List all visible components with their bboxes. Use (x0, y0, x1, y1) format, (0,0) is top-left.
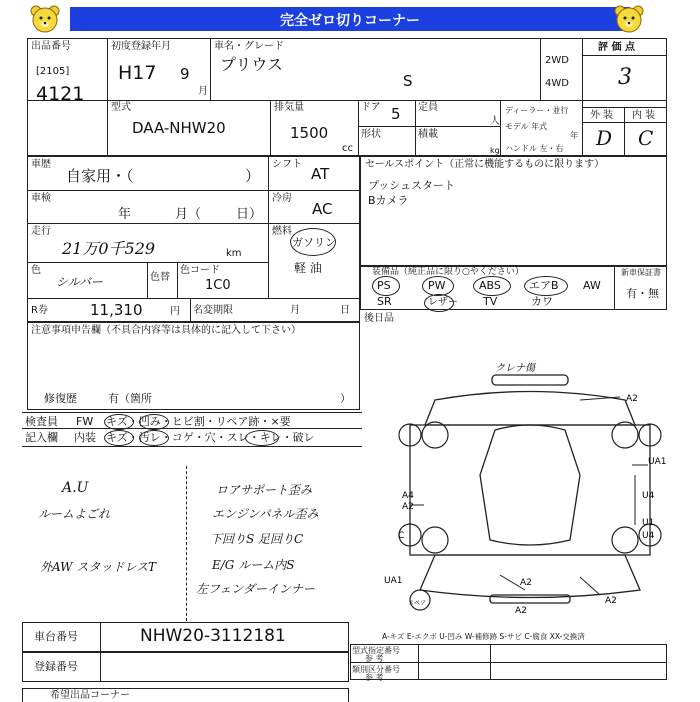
reg-label: 登録番号 (34, 660, 78, 673)
car-name: プリウス (220, 55, 283, 74)
repair-history: 修復歴 (44, 392, 77, 405)
diagram-mark: A4 (402, 491, 414, 501)
notes-label: 注意事項申告欄（不具合内容等は具体的に記入して下さい） (31, 325, 301, 336)
teddy-bear-logo-icon (28, 4, 62, 36)
handle-label: ハンドル 左・右 (505, 144, 564, 153)
grade: S (403, 72, 413, 90)
interior-grade: C (638, 126, 654, 150)
car-damage-diagram (380, 355, 670, 620)
exterior-grade: D (596, 126, 613, 150)
sales-label: セールスポイント（正常に機能するものに限ります） (365, 159, 605, 170)
dealer-label: ディーラー・並行 (505, 106, 569, 115)
diagram-mark: A2 (605, 596, 617, 606)
capacity-unit: 人 (490, 116, 500, 127)
displacement-label: 排気量 (274, 102, 304, 113)
diagram-mark: UA1 (648, 457, 667, 467)
warranty-value: 有・無 (626, 287, 659, 300)
note-left: ルームよごれ (38, 507, 111, 521)
color-label: 色 (31, 265, 41, 276)
mark-circle (245, 430, 279, 446)
sales-block (360, 156, 667, 266)
ref-2: 参 考 (365, 673, 384, 682)
shape-label: 形状 (361, 129, 381, 140)
fuel-diesel: 軽 油 (294, 261, 322, 275)
equip-leather: レザー (428, 297, 458, 308)
interior-label: 内 装 (632, 110, 656, 121)
equip-airbag: エアB (529, 279, 559, 292)
mileage: 21万0千529 (62, 239, 156, 258)
shift-label: シフト (272, 159, 302, 170)
equip-kawa: カワ (531, 295, 553, 308)
drive-2wd: 2WD (545, 55, 569, 66)
ref-1: 参 考 (365, 654, 384, 663)
note-right: 下回りS 足回りC (210, 532, 304, 546)
repair-yes: 有（箇所 (108, 392, 152, 405)
diagram-mark: スペア (408, 600, 427, 607)
mark-circle (139, 430, 169, 446)
diagram-mark: U1 (642, 518, 655, 528)
note-left: 外AW スタッドレスT (40, 560, 156, 574)
model-designation-label: 型式指定番号 (352, 646, 400, 655)
lot-label: 出品番号 (31, 41, 71, 52)
history-close: ） (245, 167, 261, 185)
diagram-mark: A2 (520, 578, 532, 588)
warranty-label: 新車保証書 (621, 268, 661, 277)
deadline-month: 月 (290, 305, 300, 316)
era: H17 (118, 62, 157, 84)
interior-items: キズ・汚レ・コゲ・穴・スレ・キレ・破レ (106, 431, 315, 444)
history-value: 自家用・（ (66, 167, 134, 185)
rear-seat-label: 後日品 (364, 313, 394, 324)
diagram-mark: U4 (642, 531, 655, 541)
sales-item: プッシュスタート (368, 179, 456, 192)
inspector-label: 検査員 (25, 415, 58, 428)
diagram-mark: U4 (642, 491, 655, 501)
fuel-label: 燃料 (272, 226, 292, 237)
mark-circle (104, 414, 134, 430)
note-right: エンジンパネル歪み (212, 507, 319, 521)
inspection-label: 車検 (31, 193, 51, 204)
color-change-label: 色替 (150, 272, 170, 283)
model-year-label: モデル 年式 (505, 122, 548, 131)
first-reg-label: 初度登録年月 (111, 41, 171, 52)
diagram-mark: クレナ傷 (495, 363, 535, 374)
name-label: 車名・グレード (214, 41, 284, 52)
sales-item: Bカメラ (368, 194, 409, 207)
model: DAA-NHW20 (132, 119, 226, 137)
recycle-amount: 11,310 (90, 301, 143, 319)
doors-label: ドア (361, 102, 381, 113)
fw-label: FW (76, 415, 94, 428)
loading-unit: kg (490, 146, 500, 155)
diagram-mark: UA1 (384, 576, 403, 586)
reg-month: 9 (180, 65, 190, 83)
drive-4wd: 4WD (545, 78, 569, 89)
inspection-month: 月（ (175, 207, 202, 222)
year-unit: 年 (570, 131, 578, 140)
equip-sr: SR (377, 295, 392, 308)
mileage-unit: km (226, 248, 242, 259)
inspector-entry-label: 記入欄 (25, 431, 58, 444)
inspection-day: 日） (236, 207, 263, 222)
capacity-label: 定員 (418, 102, 438, 113)
diagram-mark: A2 (402, 502, 414, 512)
note-right: ロアサポート歪み (216, 483, 313, 497)
deadline-day: 日 (340, 305, 350, 316)
shift: AT (311, 165, 330, 183)
rating-label: 評 価 点 (598, 42, 635, 53)
diagram-mark: A2 (626, 394, 638, 404)
recycle-unit: 円 (170, 306, 180, 317)
displacement: 1500 (290, 124, 329, 142)
mark-circle (104, 430, 134, 446)
loading-label: 積載 (418, 129, 438, 140)
color-code-label: 色コード (180, 265, 220, 276)
recycle-label: R券 (31, 305, 48, 316)
ac: AC (312, 200, 333, 218)
diagram-mark: C (398, 531, 405, 541)
history-label: 車歴 (31, 159, 51, 170)
color-code: 1C0 (205, 278, 231, 293)
rating: 3 (618, 65, 632, 90)
model-label: 型式 (111, 102, 131, 113)
lot-sub: [2105] (36, 66, 70, 77)
interior-row-label: 内装 (74, 431, 96, 444)
equip-abs: ABS (479, 279, 501, 292)
exterior-label: 外 装 (590, 110, 614, 121)
chassis-label: 車台番号 (34, 630, 78, 643)
doors: 5 (391, 105, 401, 123)
banner (0, 0, 700, 38)
repair-close: ） (340, 392, 351, 405)
bottom-label: 希望出品コーナー (50, 690, 130, 701)
mileage-label: 走行 (31, 226, 51, 237)
equip-aw: AW (583, 279, 601, 292)
inspection-year: 年 (118, 207, 132, 222)
diagram-mark: A2 (515, 606, 527, 616)
damage-legend: A-キズ E-エクボ U-凹み W-補修跡 S-サビ C-腐食 XX-交換済 (382, 632, 585, 641)
equip-pw: PW (428, 279, 446, 292)
banner-title: 完全ゼロ切りコーナー (280, 13, 420, 29)
mark-circle (139, 414, 169, 430)
equip-tv: TV (483, 295, 498, 308)
note-right: 左フェンダーインナー (196, 582, 315, 596)
fw-items: キズ・凹み・ヒビ割・リペア跡・×要 (106, 415, 291, 428)
color: シルバー (56, 275, 103, 289)
note-left: A.U (62, 480, 89, 496)
equipment-label: 装備品（純正品に限り○やください） (372, 267, 524, 277)
class-label: 類別区分番号 (352, 665, 400, 674)
deadline-label: 名変期限 (193, 305, 233, 316)
note-right: E/G ルーム内S (212, 558, 295, 572)
equip-ps: PS (377, 279, 391, 292)
month-unit: 月 (198, 86, 208, 97)
teddy-bear-logo-icon (612, 4, 646, 36)
chassis-number: NHW20-3112181 (140, 626, 286, 646)
lot-number: 4121 (36, 83, 85, 105)
fuel-gas: ガソリン (292, 236, 336, 249)
displacement-unit: cc (342, 143, 353, 154)
ac-label: 冷房 (272, 193, 292, 204)
